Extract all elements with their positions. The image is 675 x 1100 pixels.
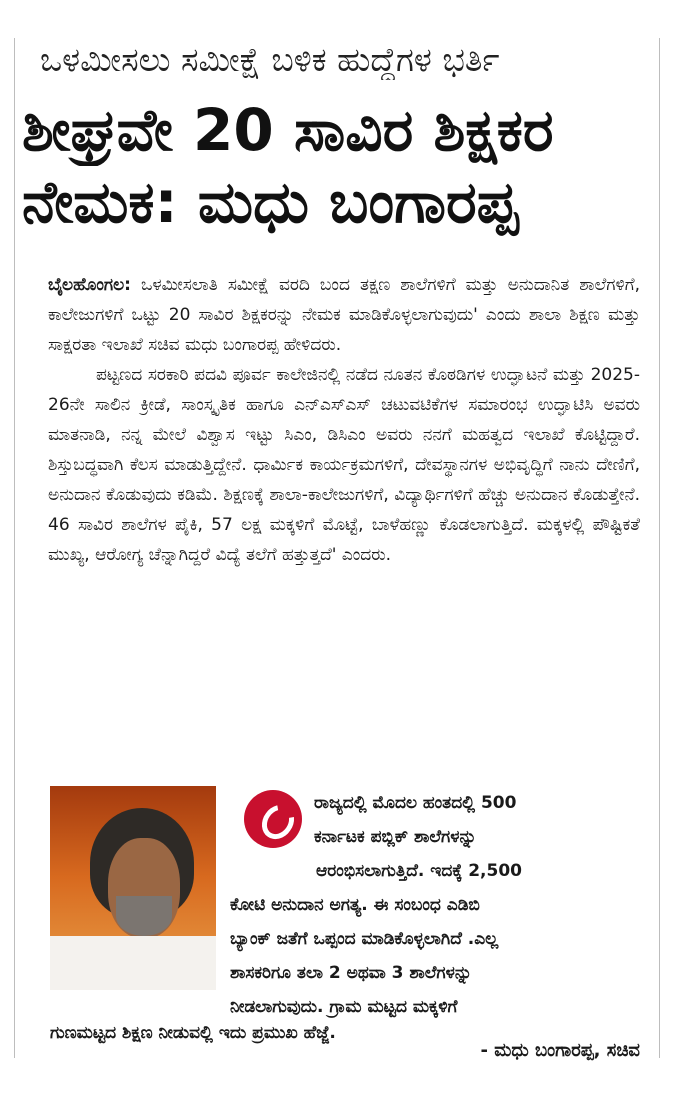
quote-line: ಬ್ಯಾಂಕ್ ಜತೆಗೆ ಒಪ್ಪಂದ ಮಾಡಿಕೊಳ್ಳಲಾಗಿದೆ .ಎಲ್ಲ bbox=[230, 929, 499, 949]
quote-line: ಶಾಸಕರಿಗೂ ತಲಾ 2 ಅಥವಾ 3 ಶಾಲೆಗಳನ್ನು bbox=[230, 963, 472, 983]
article-body bbox=[48, 270, 640, 570]
quote-line: ಕೋಟಿ ಅನುದಾನ ಅಗತ್ಯ. ಈ ಸಂಬಂಧ ಎಡಿಬಿ bbox=[230, 895, 480, 915]
quote-line: ಗುಣಮಟ್ಟದ ಶಿಕ್ಷಣ ನೀಡುವಲ್ಲಿ ಇದು ಪ್ರಮುಖ ಹೆಜ್ಜೆ. bbox=[50, 1023, 336, 1043]
main-headline bbox=[22, 94, 642, 238]
paragraph-1 bbox=[48, 270, 640, 360]
paragraph-1-text: ಒಳಮೀಸಲಾತಿ ಸಮೀಕ್ಷೆ ವರದಿ ಬಂದ ತಕ್ಷಣ ಶಾಲೆಗಳಿಗೆ ಮತ್ತು ಅನುದಾನಿತ ಶಾಲೆಗಳಿಗೆ, ಕಾಲೇಜುಗಳಿಗೆ ಒಟ್ಟು 20 ಸಾವಿರ ಶಿಕ್ಷಕರನ್ನು ನೇಮಕ ಮಾಡಿಕೊಳ್ಳಲಾಗುವುದು' ಎಂದು ಶಾಲಾ ಶಿಕ್ಷಣ ಮತ್ತು ಸಾಕ್ಷರತಾ ಇಲಾಖೆ ಸಚಿವ ಮಧು ಬಂಗಾರಪ್ಪ ಹೇಳಿದರು. bbox=[48, 275, 640, 355]
headline-line-1: ಶೀಘ್ರವೇ 20 ಸಾವಿರ ಶಿಕ್ಷಕರ bbox=[22, 96, 554, 164]
quote-line: ಆರಂಭಿಸಲಾಗುತ್ತಿದೆ. ಇದಕ್ಕೆ 2,500 bbox=[316, 861, 522, 881]
dateline: ಬೈಲಹೊಂಗಲ: bbox=[48, 275, 131, 295]
pull-quote bbox=[50, 786, 640, 1043]
paragraph-2: ಪಟ್ಟಣದ ಸರಕಾರಿ ಪದವಿ ಪೂರ್ವ ಕಾಲೇಜಿನಲ್ಲಿ ನಡೆದ ನೂತನ ಕೊಠಡಿಗಳ ಉದ್ಘಾಟನೆ ಮತ್ತು 2025-26ನೇ ಸಾಲಿನ ಕ್ರೀಡೆ, ಸಾಂಸ್ಕೃತಿಕ ಹಾಗೂ ಎನ್‌ಎಸ್‌ಎಸ್ ಚಟುವಟಿಕೆಗಳ ಸಮಾರಂಭ ಉದ್ಘಾಟಿಸಿ ಅವರು ಮಾತನಾಡಿ, ನನ್ನ ಮೇಲೆ ವಿಶ್ವಾಸ ಇಟ್ಟು ಸಿಎಂ, ಡಿಸಿಎಂ ಅವರು ನನಗೆ ಮಹತ್ವದ ಇಲಾಖೆ ಕೊಟ್ಟಿದ್ದಾರೆ. ಶಿಸ್ತುಬದ್ಧವಾಗಿ ಕೆಲಸ ಮಾಡುತ್ತಿದ್ದೇನೆ. ಧಾರ್ಮಿಕ ಕಾರ್ಯಕ್ರಮಗಳಿಗೆ, ದೇವಸ್ಥಾನಗಳ ಅಭಿವೃದ್ಧಿಗೆ ನಾನು ದೇಣಿಗೆ, ಅನುದಾನ ಕೊಡುವುದು ಕಡಿಮೆ. ಶಿಕ್ಷಣಕ್ಕೆ ಶಾಲಾ-ಕಾಲೇಜುಗಳಿಗೆ, ವಿದ್ಯಾರ್ಥಿಗಳಿಗೆ ಹೆಚ್ಚು ಅನುದಾನ ಕೊಡುತ್ತೇನೆ. 46 ಸಾವಿರ ಶಾಲೆಗಳ ಪೈಕಿ, 57 ಲಕ್ಷ ಮಕ್ಕಳಿಗೆ ಮೊಟ್ಟೆ, ಬಾಳೆಹಣ್ಣು ಕೊಡಲಾಗುತ್ತಿದೆ. ಮಕ್ಕಳಲ್ಲಿ ಪೌಷ್ಟಿಕತೆ ಮುಖ್ಯ, ಆರೋಗ್ಯ ಚೆನ್ನಾಗಿದ್ದರೆ ವಿದ್ಯೆ ತಲೆಗೆ ಹತ್ತುತ್ತದೆ' ಎಂದರು. bbox=[48, 365, 640, 565]
quote-byline: - ಮಧು ಬಂಗಾರಪ್ಪ, ಸಚಿವ bbox=[480, 1040, 640, 1061]
quote-line: ನೀಡಲಾಗುವುದು. ಗ್ರಾಮ ಮಟ್ಟದ ಮಕ್ಕಳಿಗೆ bbox=[230, 997, 458, 1017]
kicker-headline: ಒಳಮೀಸಲು ಸಮೀಕ್ಷೆ ಬಳಿಕ ಹುದ್ದೆಗಳ ಭರ್ತಿ bbox=[40, 40, 500, 79]
column-rule-left bbox=[14, 38, 15, 1058]
headline-line-2: ನೇಮಕ: ಮಧು ಬಂಗಾರಪ್ಪ bbox=[22, 168, 519, 236]
column-rule-right bbox=[659, 38, 660, 1058]
quote-line: ರಾಜ್ಯದಲ್ಲಿ ಮೊದಲ ಹಂತದಲ್ಲಿ 500 bbox=[314, 793, 517, 813]
quote-line: ಕರ್ನಾಟಕ ಪಬ್ಲಿಕ್ ಶಾಲೆಗಳನ್ನು bbox=[314, 827, 477, 847]
